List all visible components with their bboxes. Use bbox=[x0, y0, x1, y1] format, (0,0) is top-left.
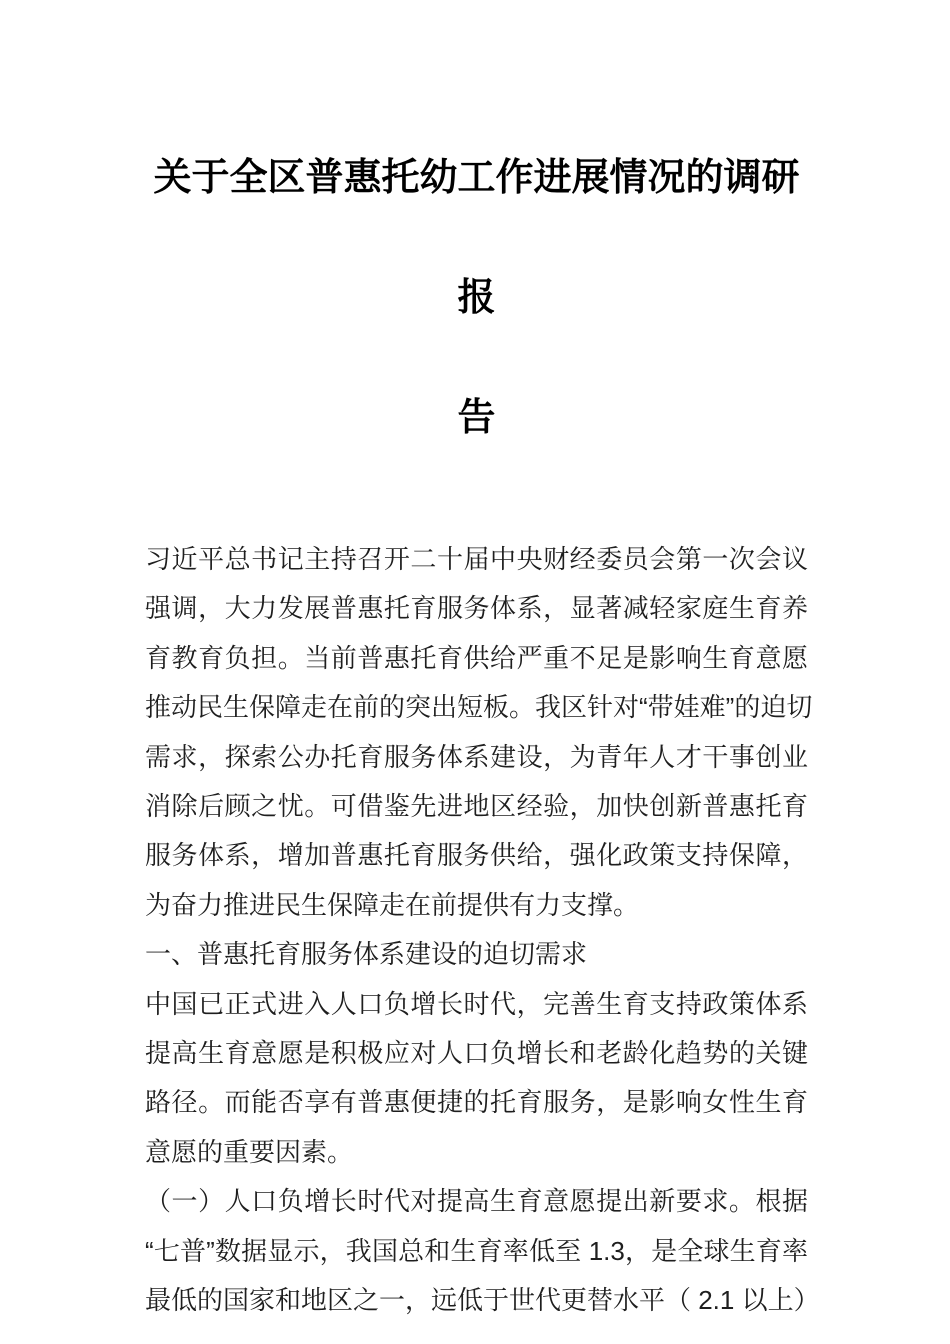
text-line: 为奋力推进民生保障走在前提供有力支撑。 bbox=[145, 889, 640, 920]
paragraph bbox=[145, 535, 813, 930]
text-line: 服务体系，增加普惠托育服务供给，强化政策支持保障， bbox=[145, 840, 808, 871]
text-line: 最低的国家和地区之一，远低于世代更替水平（ 2.1 以上） bbox=[145, 1285, 820, 1316]
title-line: 告 bbox=[457, 397, 496, 439]
text-line: 一、普惠托育服务体系建设的迫切需求 bbox=[145, 939, 588, 970]
text-line: “七普”数据显示，我国总和生育率低至 1.3，是全球生育率 bbox=[145, 1235, 808, 1266]
paragraph bbox=[145, 1177, 820, 1325]
paragraph bbox=[145, 980, 808, 1178]
text-line: 需求，探索公办托育服务体系建设，为青年人才干事创业 bbox=[145, 741, 808, 772]
title-line: 关于全区普惠托幼工作进展情况的调研报 bbox=[153, 157, 800, 319]
text-line: 消除后顾之忧。可借鉴先进地区经验，加快创新普惠托育 bbox=[145, 791, 808, 822]
text-line: 意愿的重要因素。 bbox=[145, 1136, 354, 1167]
text-line: 提高生育意愿是积极应对人口负增长和老龄化趋势的关键 bbox=[145, 1038, 808, 1069]
document-title bbox=[145, 118, 808, 478]
text-line: 推动民生保障走在前的突出短板。我区针对“带娃难”的迫切 bbox=[145, 692, 813, 723]
text-line: 路径。而能否享有普惠便捷的托育服务，是影响女性生育 bbox=[145, 1087, 808, 1118]
text-line: 强调，大力发展普惠托育服务体系，显著减轻家庭生育养 bbox=[145, 593, 808, 624]
text-line: （一）人口负增长时代对提高生育意愿提出新要求。根据 bbox=[145, 1186, 808, 1217]
document-content bbox=[145, 0, 820, 1326]
text-line: 育教育负担。当前普惠托育供给严重不足是影响生育意愿 bbox=[145, 642, 808, 673]
text-line: 中国已正式进入人口负增长时代，完善生育支持政策体系 bbox=[145, 988, 808, 1019]
document-body bbox=[145, 535, 820, 1326]
section-heading bbox=[145, 930, 808, 979]
text-line: 习近平总书记主持召开二十届中央财经委员会第一次会议 bbox=[145, 544, 808, 574]
